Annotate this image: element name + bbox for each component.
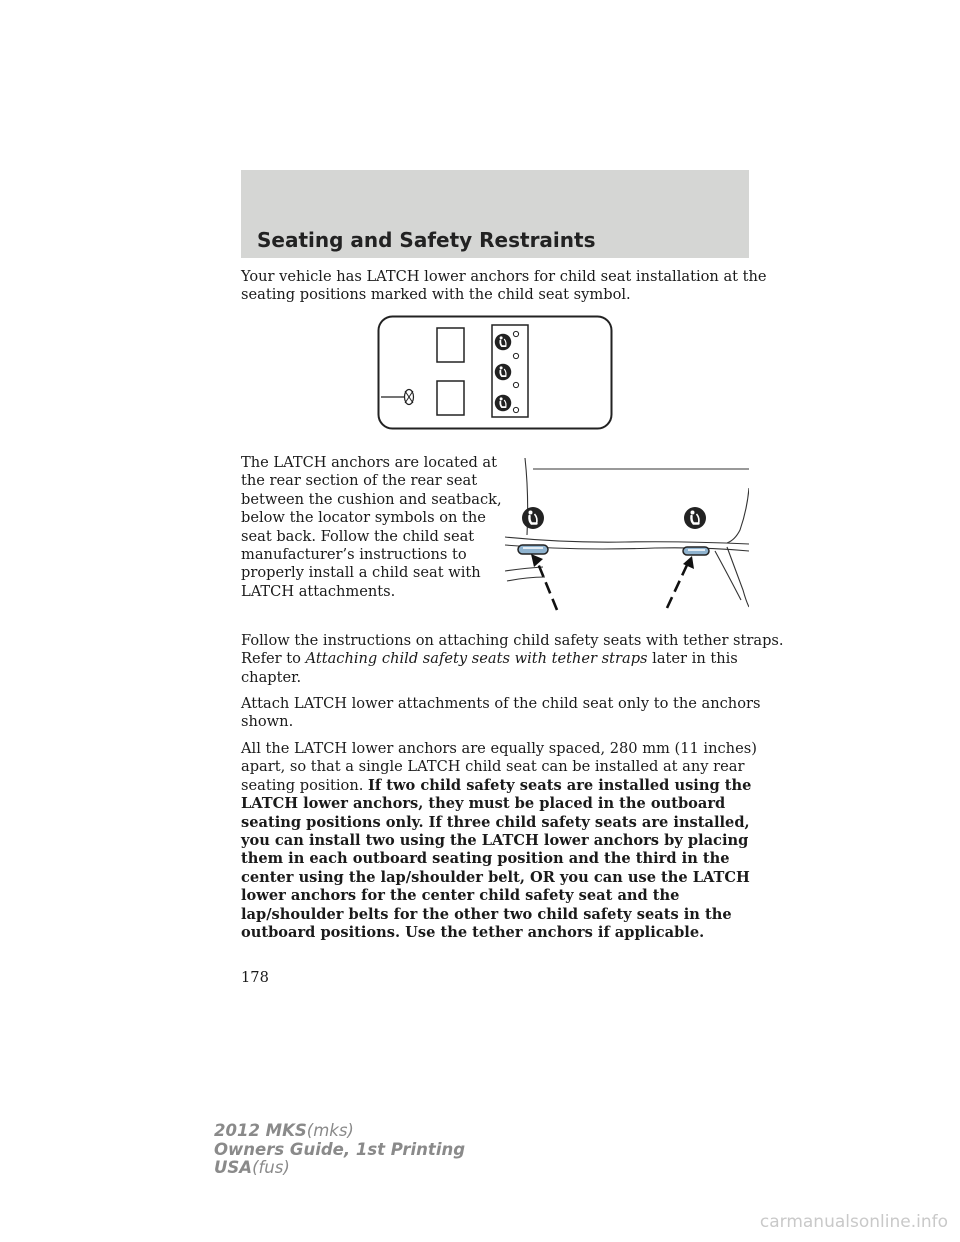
latch-location-paragraph: The LATCH anchors are located at the rear section of the rear seat between the cushion and seatback, below the locator symbols on the seat back. Follow the child seat manufacturer’s instructions to properly install a child seat with LATCH attachments. [241,454,502,600]
attach-anchors-paragraph: Attach LATCH lower attachments of the child seat only to the anchors shown. [241,695,761,731]
tether-anchor-marker [513,353,518,358]
arrow-right-anchor [667,565,687,608]
intro-paragraph: Your vehicle has LATCH lower anchors for child seat installation at the seating positions marked with the child seat symbol. [241,268,767,304]
child-seat-icon [495,364,512,381]
latch-anchor-illustration [505,455,749,615]
tether-anchor-marker [513,382,518,387]
tether-anchor-marker [513,331,518,336]
lower-anchor-left [518,545,548,554]
child-seat-icon [495,334,512,351]
lower-anchor-right [683,547,709,555]
cushion-seam [505,537,749,544]
watermark: carmanualsonline.info [759,1212,948,1232]
child-seat-icon [684,507,706,529]
section-title: Seating and Safety Restraints [257,228,596,252]
front-seat-right [437,328,464,362]
arrow-left-anchor [537,561,557,610]
child-seat-icon [495,395,512,412]
tether-anchor-marker [513,407,518,412]
tether-strap-paragraph: Follow the instructions on attaching child safety seats with tether straps. Refer to Attaching child safety seats with tether straps later in this chapter. [241,632,784,686]
child-seat-icon [522,507,544,529]
front-seat-left [437,381,464,415]
cross-reference-link: Attaching child safety seats with tether straps [305,650,648,668]
page-number: 178 [241,969,269,986]
seat-layout-diagram [377,315,613,431]
document-footer: 2012 MKS(mks) Owners Guide, 1st Printing USA(fus) [214,1121,466,1177]
anchor-spacing-paragraph: All the LATCH lower anchors are equally spaced, 280 mm (11 inches) apart, so that a single LATCH child seat can be installed at any rear seating position. If two child safety seats are installed using the LATCH lower anchors, they must be placed in the outboard seating positions only. If three child safety seats are installed, you can install two using the LATCH lower anchors by placing them in each outboard seating position and the third in the center using the lap/shoulder belt, OR you can use the LATCH lower anchors for the center child safety seat and the lap/shoulder belts for the other two child safety seats in the outboard positions. Use the tether anchors if applicable. [241,740,757,942]
